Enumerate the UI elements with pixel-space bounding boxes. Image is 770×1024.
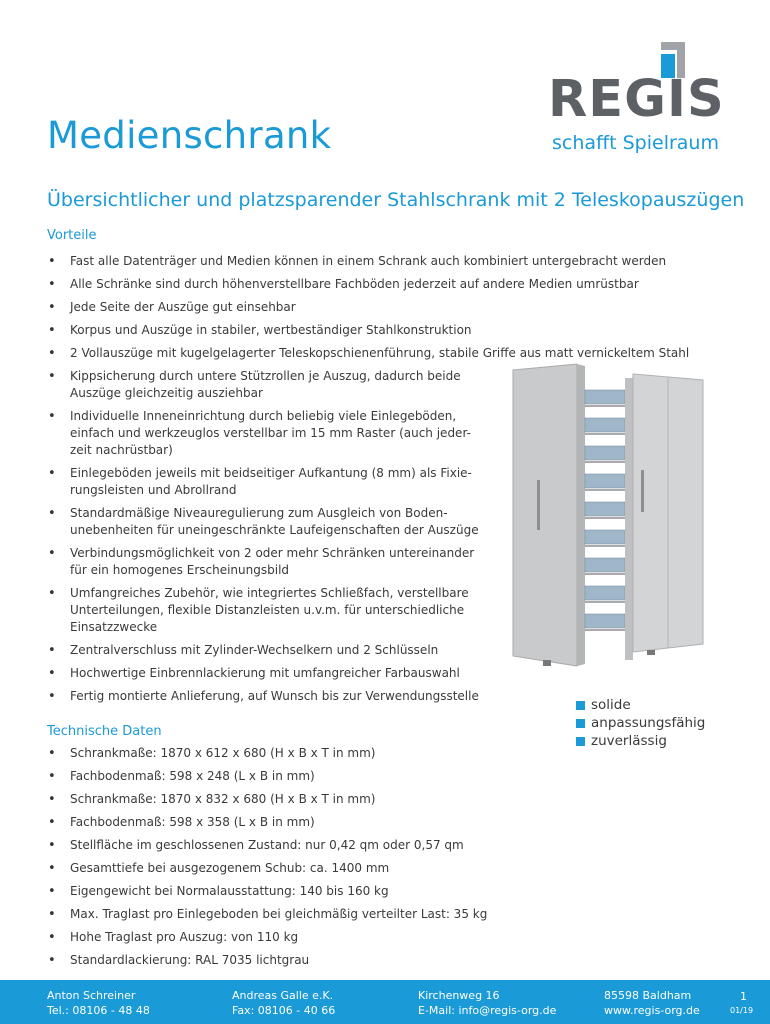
list-item: • Verbindungsmöglichkeit von 2 oder mehr Schränken untereinander für ein homogenes Erscheinungsbild — [46, 545, 490, 579]
square-bullet-icon — [576, 737, 585, 746]
list-item: • Schrankmaße: 1870 x 832 x 680 (H x B x T in mm) — [46, 791, 526, 808]
page-title: Medienschrank — [47, 114, 332, 157]
footer-contact-2 — [232, 988, 335, 1018]
feature-item: anpassungsfähig — [576, 714, 705, 732]
section-heading-vorteile: Vorteile — [47, 228, 97, 243]
footer-fax: Fax: 08106 - 40 66 — [232, 1004, 336, 1017]
feature-item: zuverlässig — [576, 732, 705, 750]
list-item: • Hochwertige Einbrennlackierung mit umfangreicher Farbauswahl — [46, 665, 706, 682]
list-item: • Kippsicherung durch untere Stützrollen je Auszug, dadurch beide Auszüge gleichzeitig ausziehbar — [46, 368, 490, 402]
square-bullet-icon — [576, 719, 585, 728]
list-item: • Fachbodenmaß: 598 x 248 (L x B in mm) — [46, 768, 526, 785]
list-item: • Zentralverschluss mit Zylinder-Wechselkern und 2 Schlüsseln — [46, 642, 706, 659]
list-item: • Stellfläche im geschlossenen Zustand: nur 0,42 qm oder 0,57 qm — [46, 837, 526, 854]
footer-contact-4 — [604, 988, 700, 1018]
list-item: • Eigengewicht bei Normalausstattung: 140 bis 160 kg — [46, 883, 526, 900]
list-item: • Einlegeböden jeweils mit beidseitiger Aufkantung (8 mm) als Fixie-rungsleisten und Abrollrand — [46, 465, 490, 499]
technische-daten-list — [46, 745, 526, 975]
footer-street: Kirchenweg 16 — [418, 989, 500, 1002]
list-item: • Hohe Traglast pro Auszug: von 110 kg — [46, 929, 526, 946]
footer-company: Andreas Galle e.K. — [232, 989, 334, 1002]
list-item: • Individuelle Inneneinrichtung durch beliebig viele Einlegeböden, einfach und werkzeuglos verstellbar im 15 mm Raster (auch jeder-zeit nachrüstbar) — [46, 408, 490, 459]
footer — [0, 980, 770, 1024]
square-bullet-icon — [576, 701, 585, 710]
list-item: • Max. Traglast pro Einlegeboden bei gleichmäßig verteilter Last: 35 kg — [46, 906, 526, 923]
document-date: 01/19 — [730, 1006, 754, 1015]
list-item: • Standardlackierung: RAL 7035 lichtgrau — [46, 952, 526, 969]
list-item: • Fachbodenmaß: 598 x 358 (L x B in mm) — [46, 814, 526, 831]
list-item: • Umfangreiches Zubehör, wie integriertes Schließfach, verstellbare Unterteilungen, flexible Distanzleisten u.v.m. für unterschiedliche Einsatzzwecke — [46, 585, 490, 636]
page-number: 1 — [740, 990, 747, 1003]
page-subtitle: Übersichtlicher und platzsparender Stahlschrank mit 2 Teleskopauszügen — [47, 189, 745, 211]
list-item: • Jede Seite der Auszüge gut einsehbar — [46, 299, 706, 316]
list-item: • Schrankmaße: 1870 x 612 x 680 (H x B x T in mm) — [46, 745, 526, 762]
cabinet-product-image — [507, 360, 707, 676]
footer-email[interactable]: E-Mail: info@regis-org.de — [418, 1004, 557, 1017]
feature-item: solide — [576, 696, 705, 714]
list-item: • Alle Schränke sind durch höhenverstellbare Fachböden jederzeit auf andere Medien umrüstbar — [46, 276, 706, 293]
logo-claim: schafft Spielraum — [552, 132, 719, 154]
list-item: • Fertig montierte Anlieferung, auf Wunsch bis zur Verwendungsstelle — [46, 688, 706, 705]
footer-contact-1 — [47, 988, 150, 1018]
logo-wordmark: REGIS — [548, 70, 725, 129]
footer-phone: Tel.: 08106 - 48 48 — [47, 1004, 150, 1017]
list-item: • Gesamttiefe bei ausgezogenem Schub: ca. 1400 mm — [46, 860, 526, 877]
list-item: • Korpus und Auszüge in stabiler, wertbeständiger Stahlkonstruktion — [46, 322, 706, 339]
list-item: • Fast alle Datenträger und Medien können in einem Schrank auch kombiniert untergebracht werden — [46, 253, 706, 270]
list-item: • 2 Vollauszüge mit kugelgelagerter Teleskopschienenführung, stabile Griffe aus matt vernickeltem Stahl — [46, 345, 706, 362]
regis-logo — [548, 42, 728, 157]
feature-list — [576, 696, 705, 750]
section-heading-technische-daten: Technische Daten — [47, 724, 162, 739]
footer-website[interactable]: www.regis-org.de — [604, 1004, 700, 1017]
footer-contact-3 — [418, 988, 556, 1018]
footer-name: Anton Schreiner — [47, 989, 136, 1002]
list-item: • Standardmäßige Niveauregulierung zum Ausgleich von Boden-unebenheiten für uneingeschränkte Laufeigenschaften der Auszüge — [46, 505, 490, 539]
footer-city: 85598 Baldham — [604, 989, 692, 1002]
